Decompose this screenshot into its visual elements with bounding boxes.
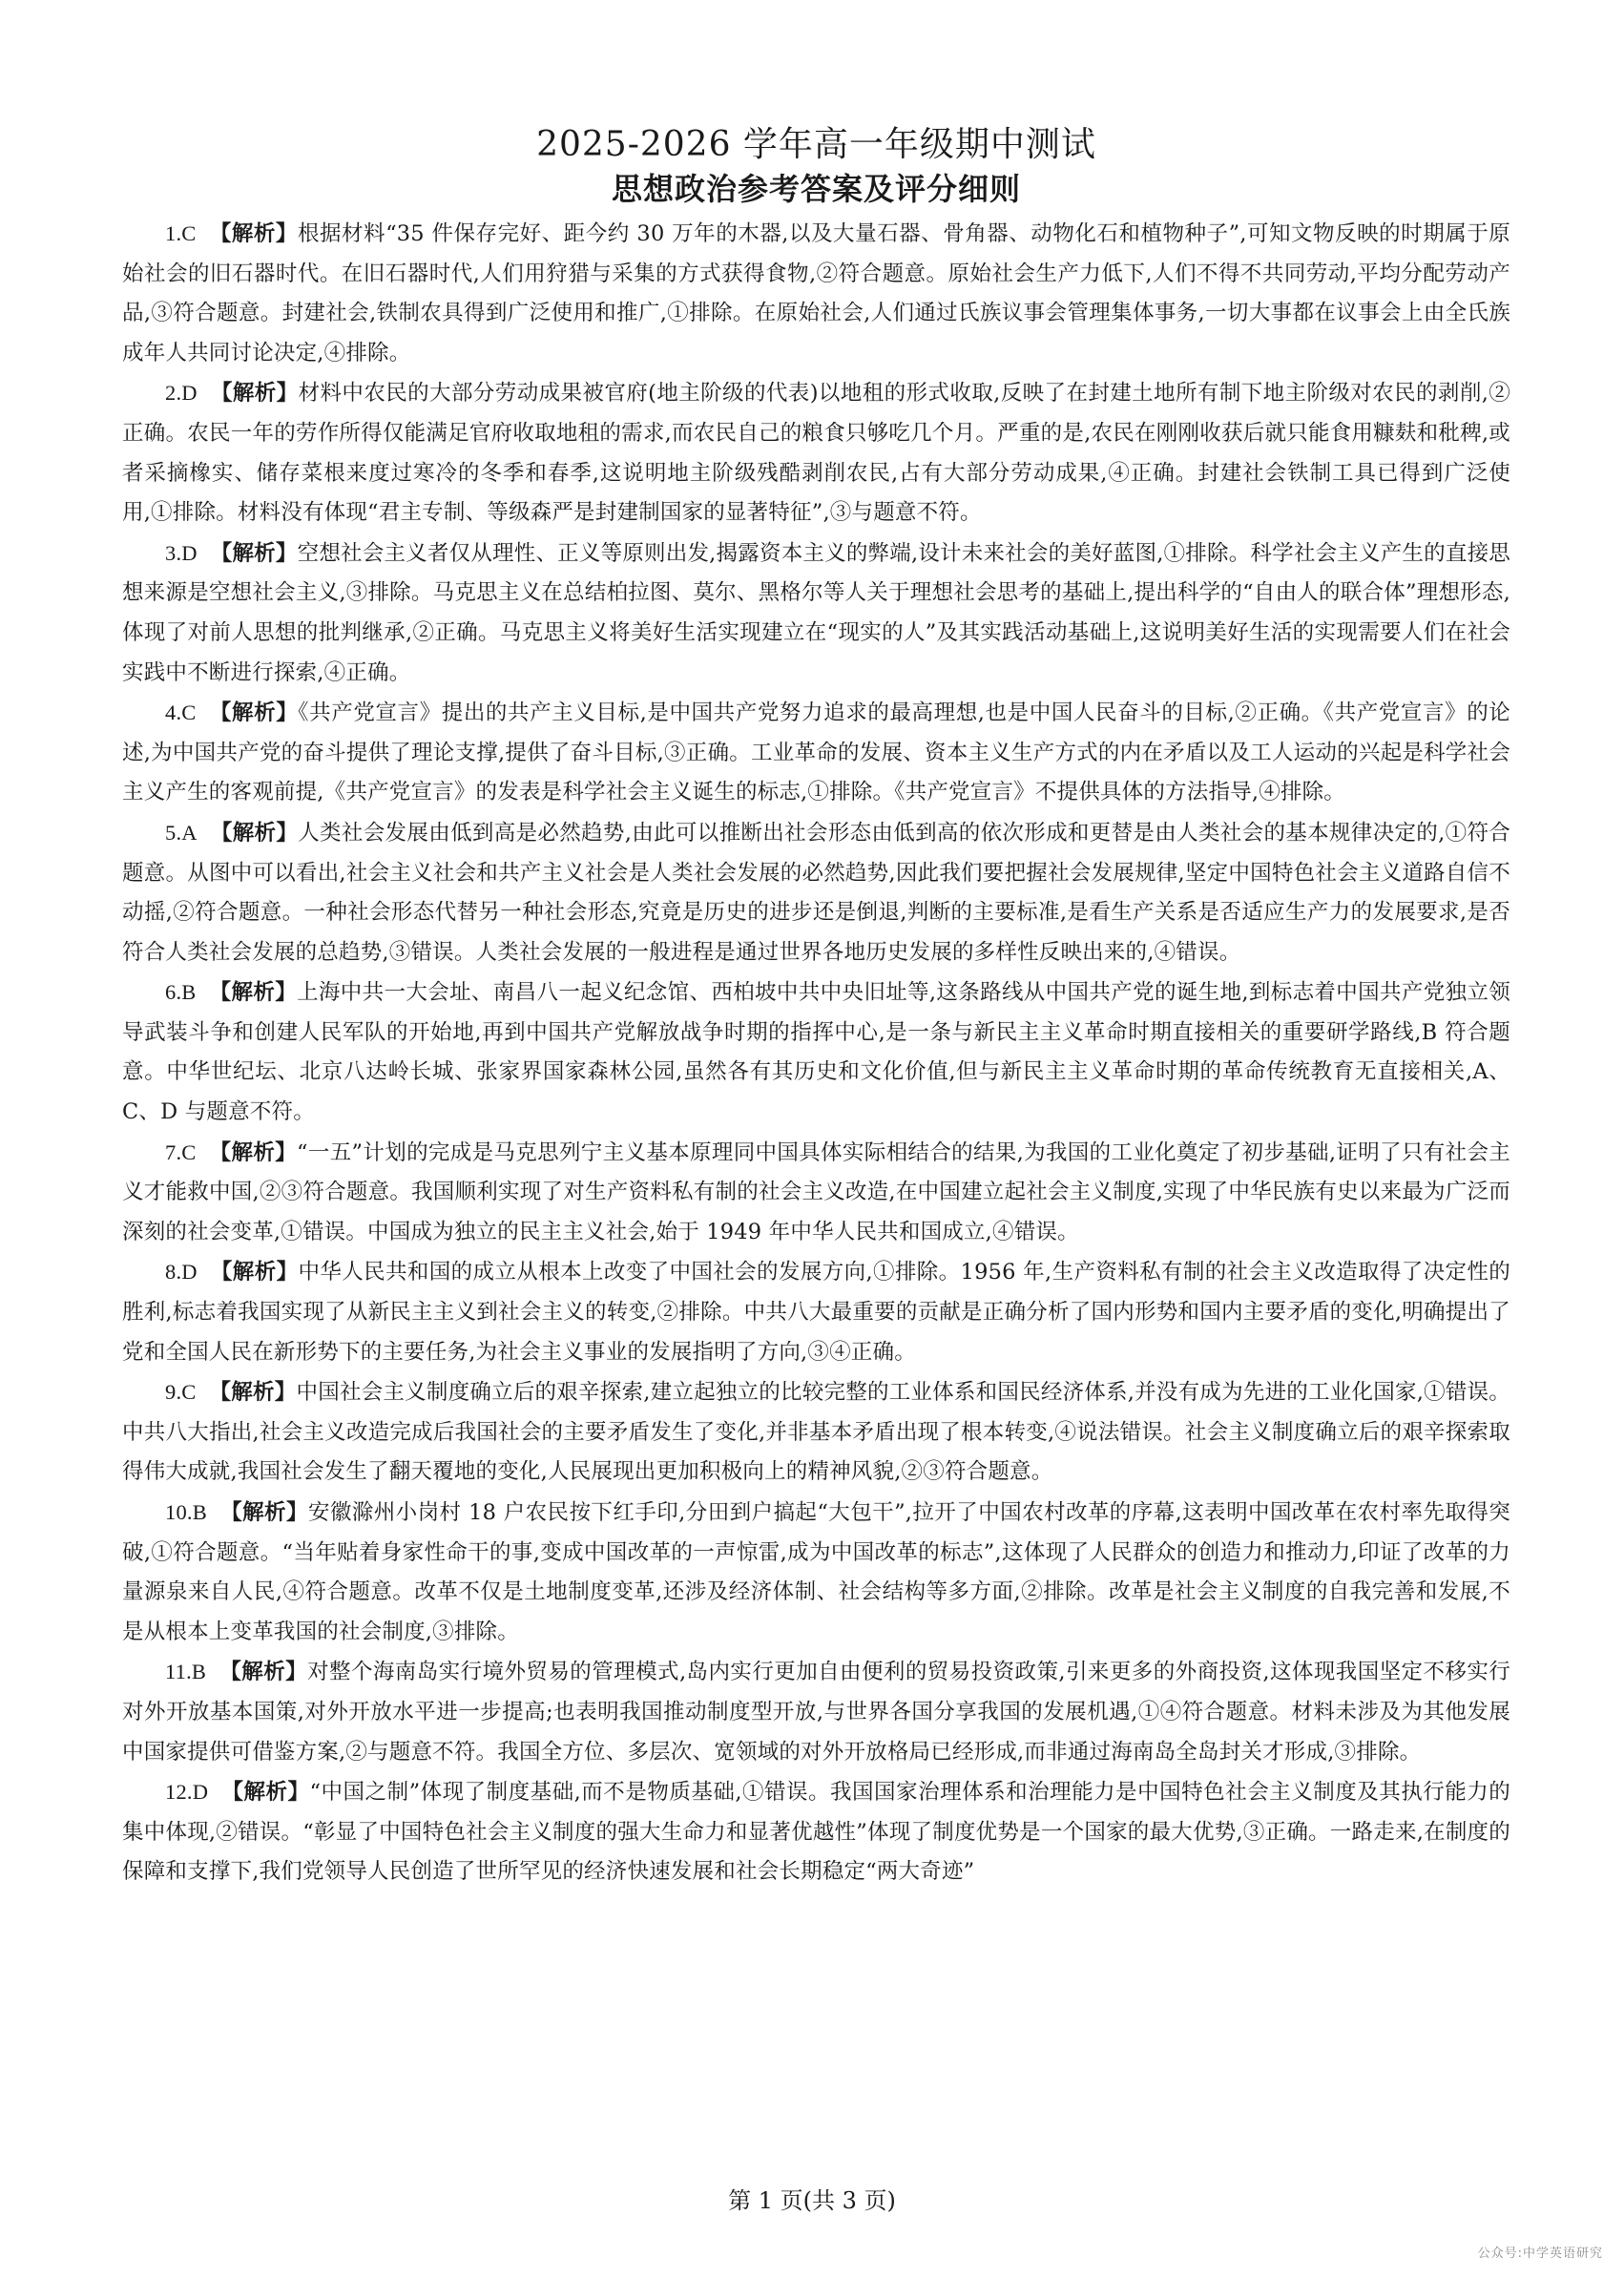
item-number: 10. xyxy=(165,1500,193,1524)
answer-list xyxy=(122,214,1510,1892)
page-subtitle: 思想政治参考答案及评分细则 xyxy=(611,171,1021,207)
answer-item-9 xyxy=(122,1372,1510,1493)
answer-item-7 xyxy=(122,1133,1510,1253)
analysis-text: “一五”计划的完成是马克思列宁主义基本原理同中国具体实际相结合的结果,为我国的工业化奠定了初步基础,证明了只有社会主义才能救中国,②③符合题意。我国顺利实现了对生产资料私有制的社会主义改造,在中国建立起社会主义制度,实现了中华民族有史以来最为广泛而深刻的社会变革,①错误。中国成为独立的民主主义社会,始于 1949 年中华人民共和国成立,④错误。 xyxy=(122,1139,1510,1244)
answer-item-4 xyxy=(122,693,1510,813)
answer-item-11 xyxy=(122,1652,1510,1772)
item-number: 9. xyxy=(165,1380,182,1405)
item-answer: C xyxy=(181,700,197,725)
analysis-tag: 【解析】 xyxy=(209,980,298,1006)
answer-item-3 xyxy=(122,533,1510,693)
analysis-text: 材料中农民的大部分劳动成果被官府(地主阶级的代表)以地租的形式收取,反映了在封建土地所有制下地主阶级对农民的剥削,②正确。农民一年的劳作所得仅能满足官府收取地租的需求,而农民自己的粮食只够吃几个月。严重的是,农民在刚刚收获后就只能食用糠麸和秕稗,或者采摘橡实、储存菜根来度过寒冷的冬季和春季,这说明地主阶级残酷剥削农民,占有大部分劳动成果,④正确。封建社会铁制工具已得到广泛使用,①排除。材料没有体现“君主专制、等级森严是封建制国家的显著特征”,③与题意不符。 xyxy=(122,381,1510,526)
analysis-tag: 【解析】 xyxy=(210,820,299,846)
analysis-tag: 【解析】 xyxy=(209,1139,298,1165)
item-answer: B xyxy=(181,980,197,1005)
analysis-text: “中国之制”体现了制度基础,而不是物质基础,①错误。我国国家治理体系和治理能力是中国特色社会主义制度及其执行能力的集中体现,②错误。“彰显了中国特色社会主义制度的强大生命力和显著优越性”体现了制度优势是一个国家的最大优势,③正确。一路走来,在制度的保障和支撑下,我们党领导人民创造了世所罕见的经济快速发展和社会长期稳定“两大奇迹” xyxy=(122,1780,1510,1885)
answer-item-12 xyxy=(122,1772,1510,1892)
analysis-tag: 【解析】 xyxy=(221,1780,310,1806)
item-answer: D xyxy=(192,1780,209,1805)
analysis-text: 安徽滁州小岗村 18 户农民按下红手印,分田到户搞起“大包干”,拉开了中国农村改革的序幕,这表明中国改革在农村率先取得突破,①符合题意。“当年贴着身家性命干的事,变成中国改革的一声惊雷,成为中国改革的标志”,这体现了人民群众的创造力和推动力,印证了改革的力量源泉来自人民,④符合题意。改革不仅是土地制度变革,还涉及经济体制、社会结构等多方面,②排除。改革是社会主义制度的自我完善和发展,不是从根本上变革我国的社会制度,③排除。 xyxy=(122,1500,1510,1644)
item-number: 12. xyxy=(165,1780,193,1805)
page-footer: 第 1 页(共 3 页) xyxy=(728,2187,896,2214)
answer-item-8 xyxy=(122,1252,1510,1372)
item-number: 7. xyxy=(165,1139,182,1164)
answer-item-10 xyxy=(122,1493,1510,1652)
analysis-tag: 【解析】 xyxy=(219,1660,308,1685)
item-number: 4. xyxy=(165,700,182,725)
watermark-text: 公众号:中学英语研究 xyxy=(1477,2247,1603,2261)
analysis-tag: 【解析】 xyxy=(210,1260,299,1285)
analysis-text: 《共产党宣言》提出的共产主义目标,是中国共产党努力追求的最高理想,也是中国人民奋斗的目标,②正确。《共产党宣言》的论述,为中国共产党的奋斗提供了理论支撑,提供了奋斗目标,③正确。工业革命的发展、资本主义生产方式的内在矛盾以及工人运动的兴起是科学社会主义产生的客观前提,《共产党宣言》的发表是科学社会主义诞生的标志,①排除。《共产党宣言》不提供具体的方法指导,④排除。 xyxy=(122,700,1510,805)
analysis-text: 上海中共一大会址、南昌八一起义纪念馆、西柏坡中共中央旧址等,这条路线从中国共产党的诞生地,到标志着中国共产党独立领导武装斗争和创建人民军队的开始地,再到中国共产党解放战争时期的指挥中心,是一条与新民主主义革命时期直接相关的重要研学路线,B 符合题意。中华世纪坛、北京八达岭长城、张家界国家森林公园,虽然各有其历史和文化价值,但与新民主主义革命时期的革命传统教育无直接相关,A、C、D 与题意不符。 xyxy=(122,980,1510,1125)
answer-sheet-page xyxy=(122,122,1510,1892)
analysis-text: 根据材料“35 件保存完好、距今约 30 万年的木器,以及大量石器、骨角器、动物化石和植物种子”,可知文物反映的时期属于原始社会的旧石器时代。在旧石器时代,人们用狩猎与采集的方式获得食物,②符合题意。原始社会生产力低下,人们不得不共同劳动,平均分配劳动产品,③符合题意。封建社会,铁制农具得到广泛使用和推广,①排除。在原始社会,人们通过氏族议事会管理集体事务,一切大事都在议事会上由全氏族成年人共同讨论决定,④排除。 xyxy=(122,221,1510,366)
item-number: 6. xyxy=(165,980,182,1005)
analysis-text: 对整个海南岛实行境外贸易的管理模式,岛内实行更加自由便利的贸易投资政策,引来更多的外商投资,这体现我国坚定不移实行对外开放基本国策,对外开放水平进一步提高;也表明我国推动制度型开放,与世界各国分享我国的发展机遇,①④符合题意。材料未涉及为其他发展中国家提供可借鉴方案,②与题意不符。我国全方位、多层次、宽领域的对外开放格局已经形成,而非通过海南岛全岛封关才形成,③排除。 xyxy=(122,1660,1510,1765)
item-number: 2. xyxy=(165,381,182,406)
answer-item-2 xyxy=(122,373,1510,533)
item-answer: B xyxy=(191,1660,207,1684)
item-number: 5. xyxy=(165,820,182,845)
page-title: 2025-2026 学年高一年级期中测试 xyxy=(536,125,1096,164)
item-number: 3. xyxy=(165,540,182,565)
analysis-tag: 【解析】 xyxy=(219,1500,308,1525)
item-answer: A xyxy=(181,820,198,845)
answer-item-5 xyxy=(122,813,1510,972)
item-number: 1. xyxy=(165,221,182,245)
answer-item-6 xyxy=(122,972,1510,1132)
analysis-text: 中国社会主义制度确立后的艰辛探索,建立起独立的比较完整的工业体系和国民经济体系,并没有成为先进的工业化国家,①错误。中共八大指出,社会主义改造完成后我国社会的主要矛盾发生了变化,并非基本矛盾出现了根本转变,④说法错误。社会主义制度确立后的艰辛探索取得伟大成就,我国社会发生了翻天覆地的变化,人民展现出更加积极向上的精神风貌,②③符合题意。 xyxy=(122,1380,1510,1485)
item-answer: D xyxy=(181,381,198,406)
analysis-tag: 【解析】 xyxy=(209,700,299,726)
item-answer: C xyxy=(181,221,197,245)
analysis-tag: 【解析】 xyxy=(210,540,298,566)
answer-item-1 xyxy=(122,214,1510,373)
analysis-tag: 【解析】 xyxy=(210,381,299,407)
analysis-text: 人类社会发展由低到高是必然趋势,由此可以推断出社会形态由低到高的依次形成和更替是由人类社会的基本规律决定的,①符合题意。从图中可以看出,社会主义社会和共产主义社会是人类社会发展的必然趋势,因此我们要把握社会发展规律,坚定中国特色社会主义道路自信不动摇,②符合题意。一种社会形态代替另一种社会形态,究竟是历史的进步还是倒退,判断的主要标准,是看生产关系是否适应生产力的发展要求,是否符合人类社会发展的总趋势,③错误。人类社会发展的一般进程是通过世界各地历史发展的多样性反映出来的,④错误。 xyxy=(122,820,1510,965)
item-answer: B xyxy=(192,1500,207,1524)
item-number: 11. xyxy=(165,1660,192,1684)
analysis-text: 中华人民共和国的成立从根本上改变了中国社会的发展方向,①排除。1956 年,生产资料私有制的社会主义改造取得了决定性的胜利,标志着我国实现了从新民主主义到社会主义的转变,②排除。中共八大最重要的贡献是正确分析了国内形势和国内主要矛盾的变化,明确提出了党和全国人民在新形势下的主要任务,为社会主义事业的发展指明了方向,③④正确。 xyxy=(122,1260,1510,1365)
analysis-tag: 【解析】 xyxy=(209,221,298,246)
analysis-tag: 【解析】 xyxy=(209,1380,297,1406)
item-answer: C xyxy=(181,1380,197,1405)
item-answer: D xyxy=(181,1260,198,1285)
item-number: 8. xyxy=(165,1260,182,1285)
analysis-text: 空想社会主义者仅从理性、正义等原则出发,揭露资本主义的弊端,设计未来社会的美好蓝图,①排除。科学社会主义产生的直接思想来源是空想社会主义,③排除。马克思主义在总结柏拉图、莫尔、黑格尔等人关于理想社会思考的基础上,提出科学的“自由人的联合体”理想形态,体现了对前人思想的批判继承,②正确。马克思主义将美好生活实现建立在“现实的人”及其实践活动基础上,这说明美好生活的实现需要人们在社会实践中不断进行探索,④正确。 xyxy=(122,540,1510,685)
item-answer: C xyxy=(181,1139,197,1164)
item-answer: D xyxy=(181,540,198,565)
